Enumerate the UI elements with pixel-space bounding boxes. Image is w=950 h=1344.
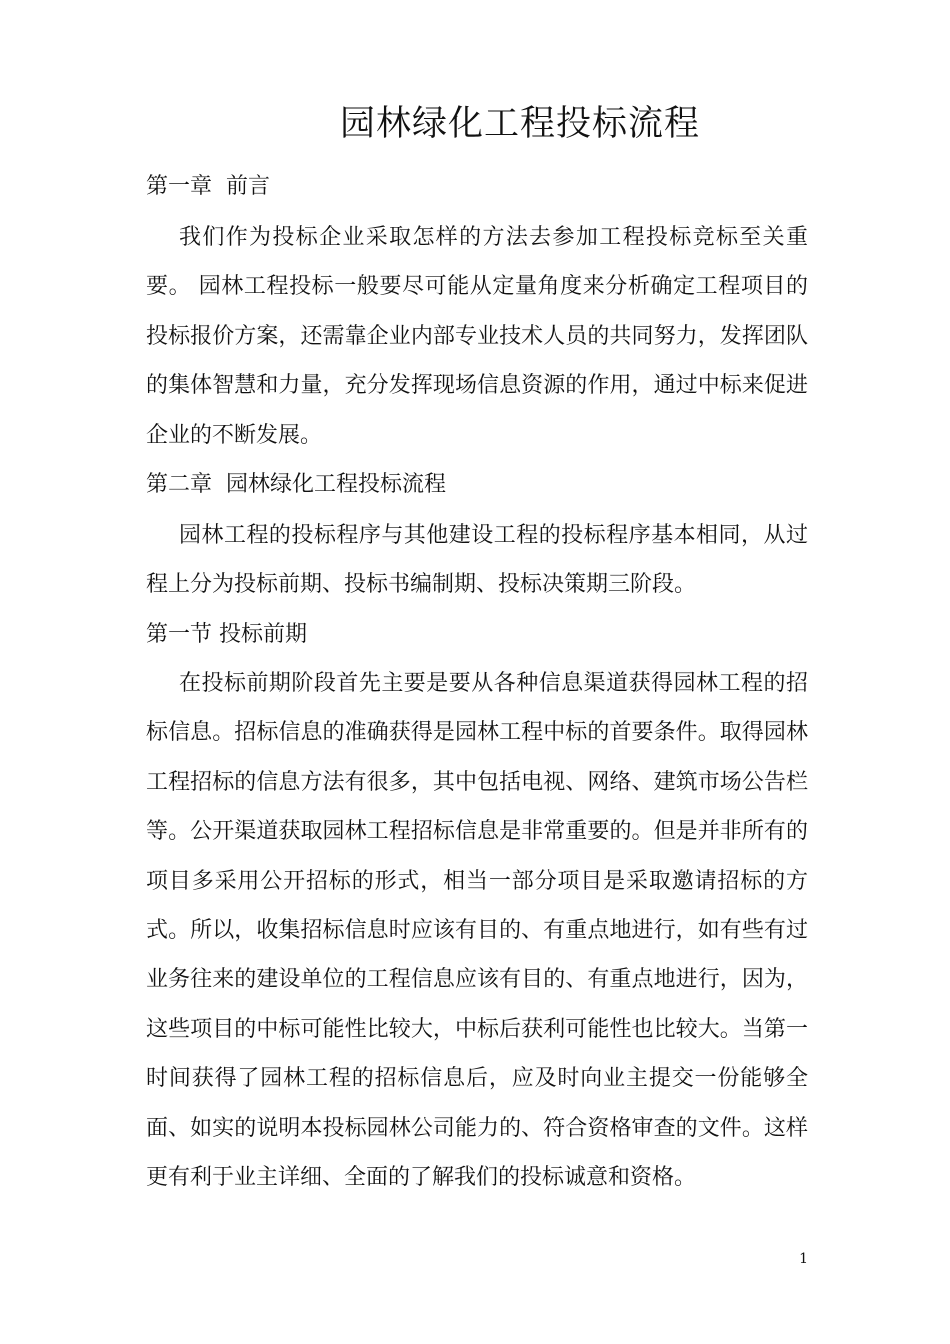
- document-title: 园林绿化工程投标流程: [339, 104, 700, 144]
- chapter-2-paragraph: 园林工程的投标程序与其他建设工程的投标程序基本相同，从过程上分为投标前期、投标书编制期、投标决策期三阶段。: [146, 523, 808, 598]
- chapter-1-paragraph: 我们作为投标企业采取怎样的方法去参加工程投标竞标至关重要。 园林工程投标一般要尽可能从定量角度来分析确定工程项目的投标报价方案，还需靠企业内部专业技术人员的共同努力，发挥团队的集体智慧和力量，充分发挥现场信息资源的作用，通过中标来促进企业的不断发展。: [146, 225, 808, 448]
- chapter-2-heading: 第二章 园林绿化工程投标流程: [146, 472, 446, 497]
- section-1-heading: 第一节 投标前期: [146, 622, 307, 647]
- section-1-paragraph: 在投标前期阶段首先主要是要从各种信息渠道获得园林工程的招标信息。招标信息的准确获得是园林工程中标的首要条件。取得园林工程招标的信息方法有很多，其中包括电视、网络、建筑市场公告栏等。公开渠道获取园林工程招标信息是非常重要的。但是并非所有的项目多采用公开招标的形式，相当一部分项目是采取邀请招标的方式。所以，收集招标信息时应该有目的、有重点地进行，如有些有过业务往来的建设单位的工程信息应该有目的、有重点地进行，因为，这些项目的中标可能性比较大，中标后获利可能性也比较大。当第一时间获得了园林工程的招标信息后，应及时向业主提交一份能够全面、如实的说明本投标园林公司能力的、符合资格审查的文件。这样更有利于业主详细、全面的了解我们的投标诚意和资格。: [146, 671, 808, 1191]
- page-number: 1: [799, 1251, 808, 1267]
- chapter-1-heading: 第一章 前言: [146, 174, 270, 199]
